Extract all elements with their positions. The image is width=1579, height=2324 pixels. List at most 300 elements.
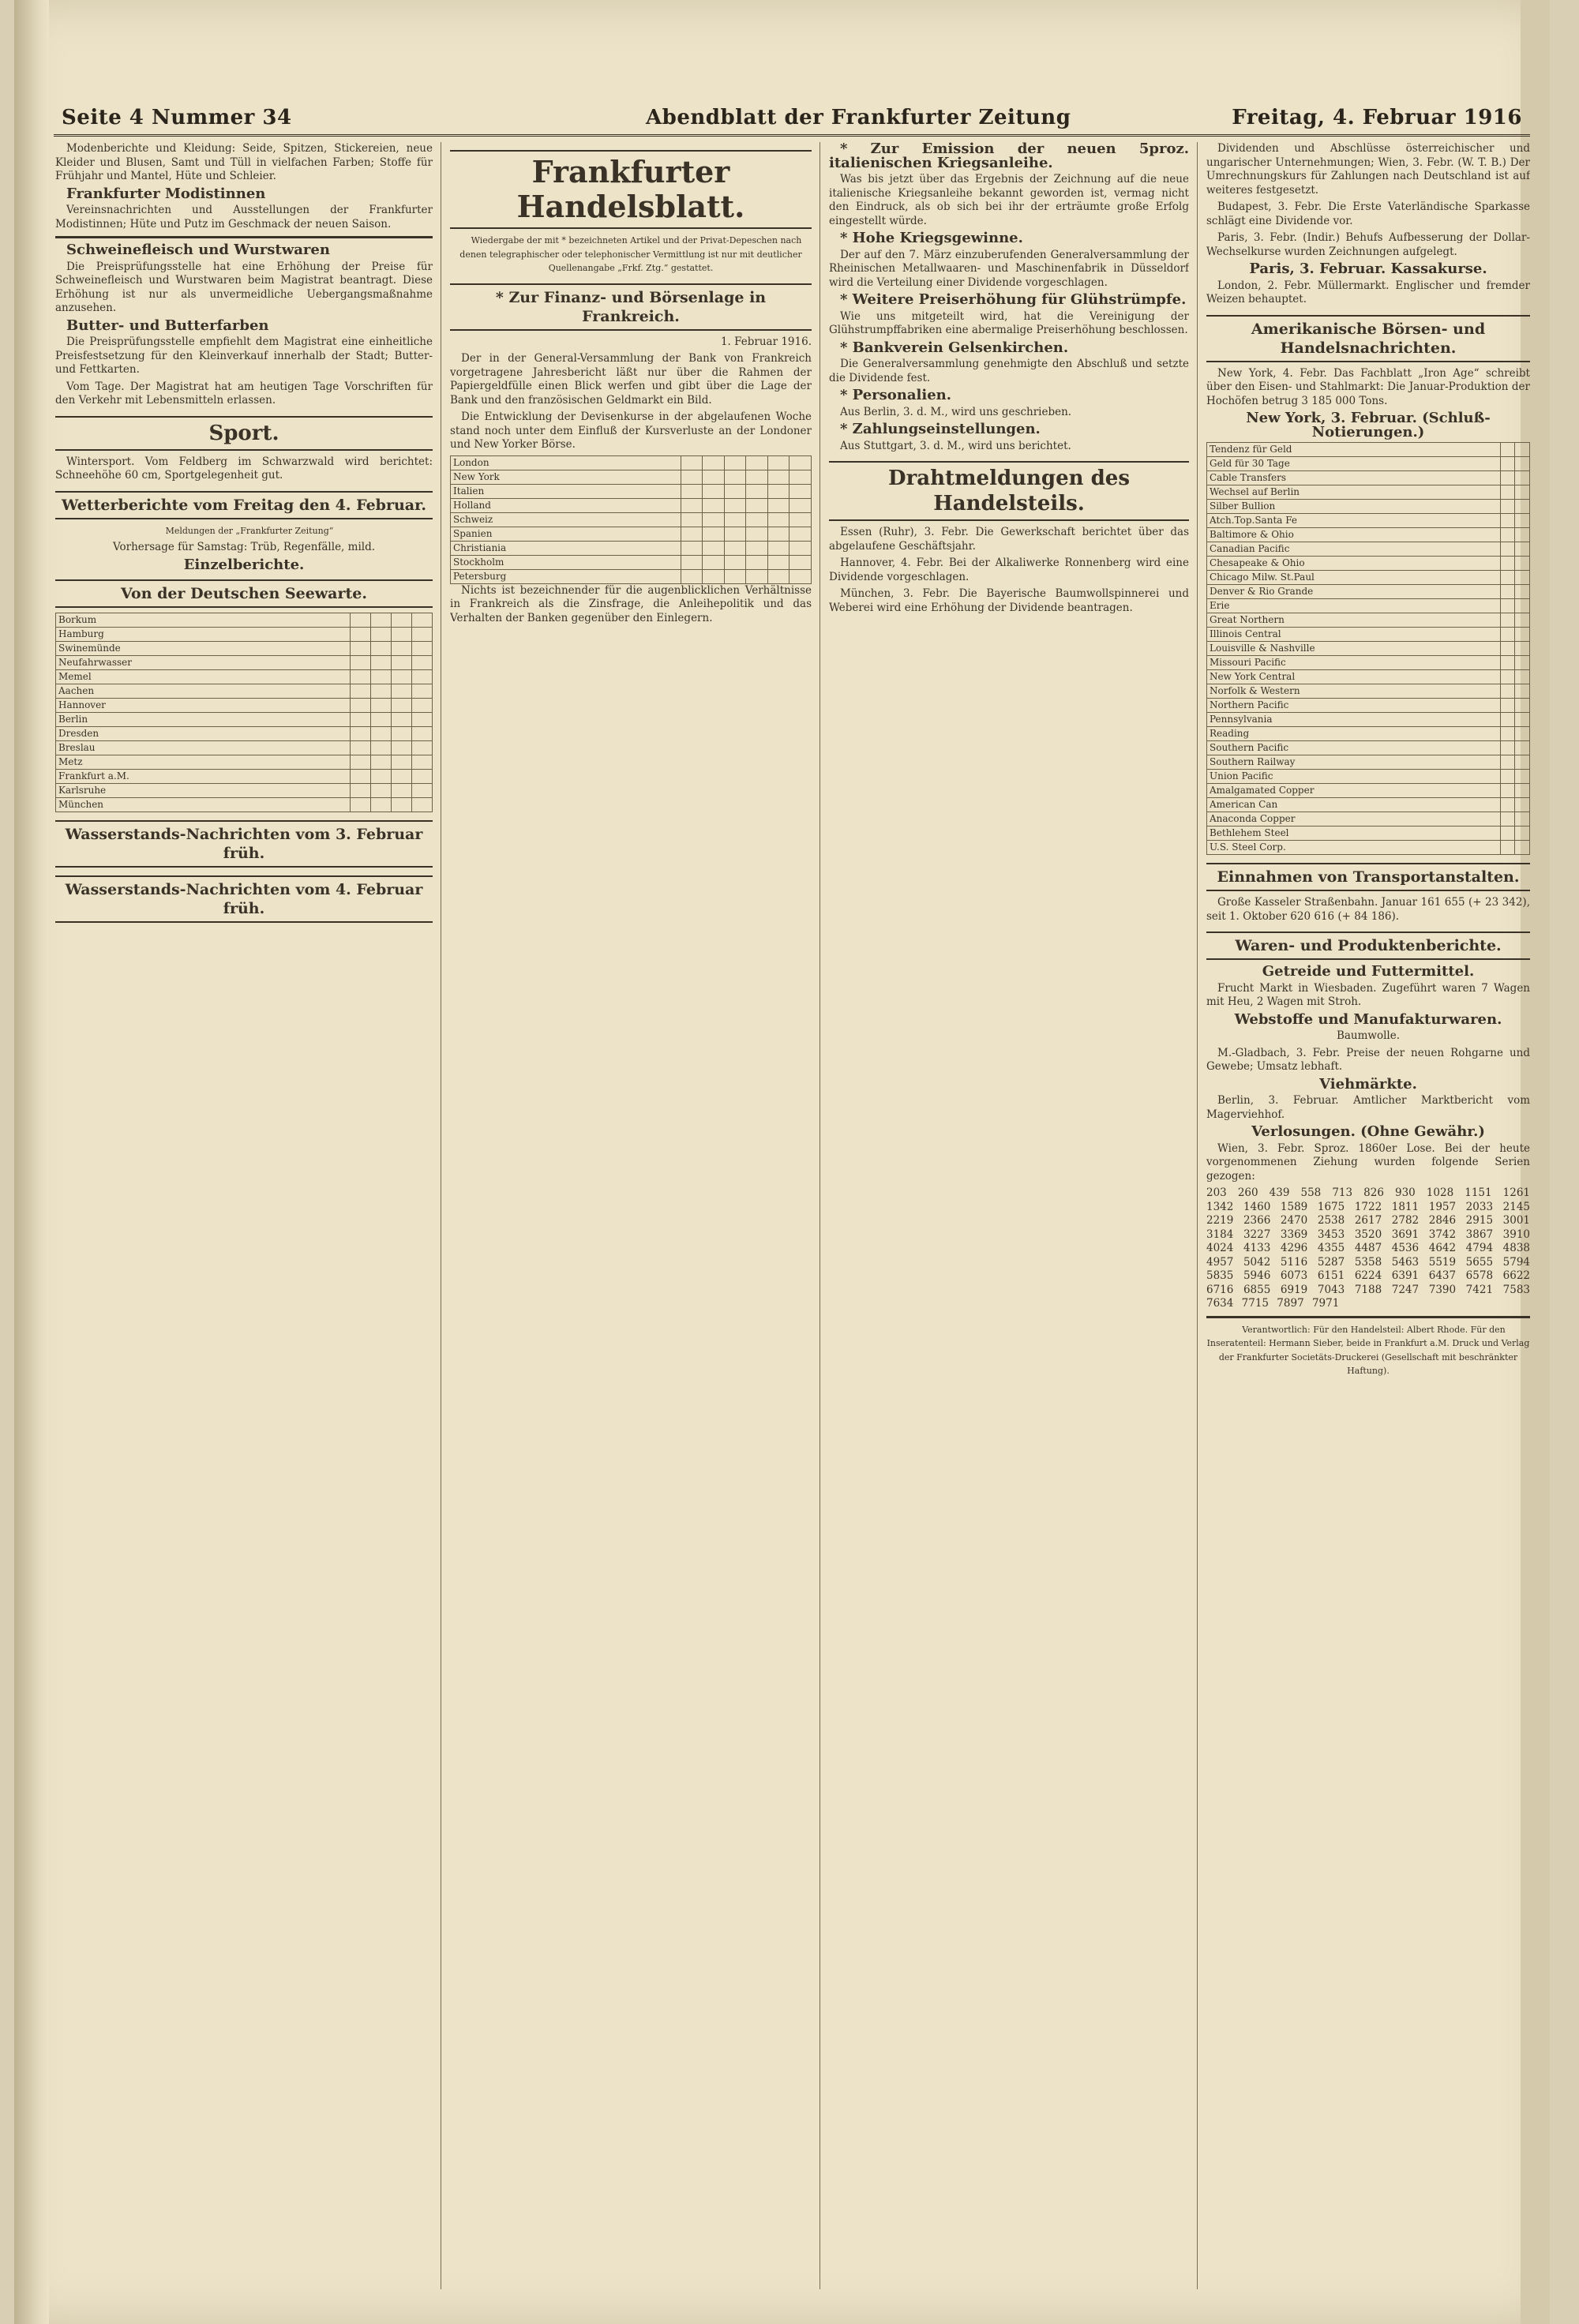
- row-cell: [703, 498, 725, 512]
- finanzlage-text-1: Der in der General-Versammlung der Bank von Frankreich vorgetragene Jahresbericht läßt nur über die Rahmen der Papiergeldfülle einen Blick werfen und gibt über die Lage der Bank und den französischen Geldmarkt ein Bild.: [450, 352, 812, 407]
- row-cell: [411, 628, 432, 642]
- row-cell: [1500, 585, 1515, 599]
- row-cell: [391, 741, 411, 755]
- row-cell: [1500, 699, 1515, 713]
- row-cell: [391, 798, 411, 812]
- finanzlage-heading: * Zur Finanz- und Börsenlage in Frankreich.: [450, 283, 812, 331]
- row-cell: [411, 699, 432, 713]
- newyork-row: [1207, 812, 1530, 827]
- row-label: Southern Railway: [1207, 755, 1501, 770]
- row-cell: [746, 484, 768, 498]
- row-cell: [790, 470, 812, 484]
- row-cell: [350, 684, 370, 699]
- newyork-row: [1207, 656, 1530, 670]
- row-label: Schweiz: [451, 512, 681, 527]
- butter-heading: Butter- und Butterfarben: [66, 317, 269, 334]
- newyork-row: [1207, 798, 1530, 812]
- row-cell: [724, 527, 746, 541]
- italien-anleihe-text: Was bis jetzt über das Ergebnis der Zeichnung auf die neue italienische Kriegsanleihe bekannt geworden ist, vermag nicht den Eindruck, als ob sich bei ihr der erträumte große Erfolg eingestellt würde.: [829, 173, 1189, 227]
- devisen-row: [451, 498, 812, 512]
- row-cell: [1500, 485, 1515, 500]
- row-label: Holland: [451, 498, 681, 512]
- devisen-row: [451, 484, 812, 498]
- devisen-row: [451, 555, 812, 569]
- row-cell: [703, 541, 725, 555]
- page-number: Seite 4 Nummer 34: [62, 106, 292, 129]
- webstoffe-text: M.-Gladbach, 3. Febr. Preise der neuen Rohgarne und Gewebe; Umsatz lebhaft.: [1206, 1046, 1530, 1073]
- row-cell: [724, 498, 746, 512]
- row-cell: [1515, 514, 1530, 528]
- row-cell: [350, 642, 370, 656]
- newyork-heading: New York, 3. Februar. (Schluß-Notierungen.): [1246, 410, 1491, 440]
- row-cell: [370, 613, 391, 628]
- row-cell: [1500, 770, 1515, 784]
- row-cell: [790, 498, 812, 512]
- drahtmeldung-essen: Essen (Ruhr), 3. Febr. Die Gewerkschaft berichtet über das abgelaufene Geschäftsjahr.: [829, 526, 1189, 553]
- italien-anleihe-heading: * Zur Emission der neuen 5proz. italienischen Kriegsanleihe.: [829, 142, 1189, 171]
- row-cell: [350, 784, 370, 798]
- row-label: Berlin: [56, 713, 351, 727]
- row-cell: [1500, 628, 1515, 642]
- row-cell: [411, 741, 432, 755]
- row-cell: [391, 727, 411, 741]
- row-cell: [767, 541, 790, 555]
- row-label: Wechsel auf Berlin: [1207, 485, 1501, 500]
- gluehstruempfe-heading: * Weitere Preiserhöhung für Glühstrümpfe.: [840, 291, 1187, 308]
- row-cell: [370, 684, 391, 699]
- row-label: Canadian Pacific: [1207, 542, 1501, 557]
- row-cell: [746, 498, 768, 512]
- row-cell: [350, 727, 370, 741]
- row-label: Borkum: [56, 613, 351, 628]
- row-cell: [350, 656, 370, 670]
- row-cell: [411, 684, 432, 699]
- london-text: London, 2. Febr. Müllermarkt. Englischer und fremder Weizen behauptet.: [1206, 279, 1530, 305]
- row-label: Neufahrwasser: [56, 656, 351, 670]
- row-cell: [370, 670, 391, 684]
- row-cell: [681, 527, 703, 541]
- row-cell: [411, 613, 432, 628]
- row-label: Northern Pacific: [1207, 699, 1501, 713]
- row-cell: [681, 555, 703, 569]
- bankverein-heading: * Bankverein Gelsenkirchen.: [840, 339, 1069, 356]
- row-label: Louisville & Nashville: [1207, 642, 1501, 656]
- kriegsgewinne-heading: * Hohe Kriegsgewinne.: [840, 230, 1023, 246]
- row-cell: [350, 670, 370, 684]
- row-cell: [411, 770, 432, 784]
- row-cell: [1500, 443, 1515, 457]
- row-label: Petersburg: [451, 569, 681, 583]
- divider: [1206, 1316, 1530, 1318]
- row-cell: [391, 755, 411, 770]
- row-cell: [790, 512, 812, 527]
- row-cell: [370, 656, 391, 670]
- masthead: [54, 101, 1530, 137]
- newyork-row: [1207, 585, 1530, 599]
- row-label: Metz: [56, 755, 351, 770]
- handelsblatt-note: Wiedergabe der mit * bezeichneten Artikel und der Privat-Depeschen nach denen telegraphischer oder telephonischer Vermittlung ist nur mit deutlicher Quellenangabe „Frkf. Ztg.“ gestattet.: [459, 235, 802, 273]
- row-label: Geld für 30 Tage: [1207, 457, 1501, 471]
- newyork-row: [1207, 827, 1530, 841]
- sport-heading: Sport.: [55, 416, 433, 451]
- row-label: Norfolk & Western: [1207, 684, 1501, 699]
- row-cell: [411, 642, 432, 656]
- row-cell: [1515, 812, 1530, 827]
- row-cell: [681, 470, 703, 484]
- row-cell: [350, 741, 370, 755]
- row-cell: [1515, 727, 1530, 741]
- seewarte-row: [56, 727, 433, 741]
- row-cell: [1500, 656, 1515, 670]
- row-cell: [1515, 471, 1530, 485]
- row-cell: [411, 755, 432, 770]
- row-cell: [1500, 713, 1515, 727]
- row-cell: [767, 569, 790, 583]
- row-cell: [391, 699, 411, 713]
- row-cell: [391, 784, 411, 798]
- seewarte-heading: Von der Deutschen Seewarte.: [55, 579, 433, 608]
- devisen-row: [451, 512, 812, 527]
- vieh-text: Berlin, 3. Februar. Amtlicher Marktbericht vom Magerviehhof.: [1206, 1094, 1530, 1121]
- seewarte-row: [56, 642, 433, 656]
- row-cell: [1515, 599, 1530, 613]
- dateline: 1. Februar 1916.: [720, 335, 812, 348]
- row-cell: [790, 555, 812, 569]
- newyork-row: [1207, 443, 1530, 457]
- row-cell: [1515, 770, 1530, 784]
- row-cell: [1515, 713, 1530, 727]
- row-cell: [703, 470, 725, 484]
- devisen-row: [451, 541, 812, 555]
- row-cell: [1500, 827, 1515, 841]
- butter-text: Die Preisprüfungsstelle empfiehlt dem Magistrat eine einheitliche Preisfestsetzung für den Kleinverkauf innerhalb der Stadt; Butter- und Fettkarten.: [55, 335, 433, 376]
- row-cell: [1500, 457, 1515, 471]
- row-cell: [391, 642, 411, 656]
- newyork-row: [1207, 471, 1530, 485]
- row-cell: [391, 670, 411, 684]
- webstoffe-heading: Webstoffe und Manufakturwaren.: [1234, 1010, 1502, 1028]
- row-label: Dresden: [56, 727, 351, 741]
- seewarte-row: [56, 713, 433, 727]
- newyork-row: [1207, 628, 1530, 642]
- row-cell: [1500, 500, 1515, 514]
- row-cell: [724, 569, 746, 583]
- verlosungen-lead: Wien, 3. Febr. Sproz. 1860er Lose. Bei der heute vorgenommenen Ziehung wurden folgende Serien gezogen:: [1206, 1141, 1530, 1183]
- row-label: Karlsruhe: [56, 784, 351, 798]
- row-cell: [350, 798, 370, 812]
- newyork-row: [1207, 642, 1530, 656]
- column-4: [1206, 142, 1530, 2289]
- kriegsgewinne-text: Der auf den 7. März einzuberufenden Generalversammlung der Rheinischen Metallwaaren- und Maschinenfabrik in Düsseldorf wird die Verteilung einer Dividende vorgeschlagen.: [829, 248, 1189, 289]
- finanzlage-text-3: Nichts ist bezeichnender für die augenblicklichen Verhältnisse in Frankreich als die Zinsfrage, die Anleihepolitik und das Verhalten der Banken gegenüber den Einlegern.: [450, 583, 812, 624]
- binding-spine: [14, 0, 49, 2324]
- row-cell: [746, 470, 768, 484]
- row-cell: [391, 656, 411, 670]
- seewarte-row: [56, 684, 433, 699]
- row-cell: [746, 512, 768, 527]
- row-cell: [370, 642, 391, 656]
- newyork-row: [1207, 684, 1530, 699]
- row-label: Memel: [56, 670, 351, 684]
- einnahmen-heading: Einnahmen von Transportanstalten.: [1206, 863, 1530, 891]
- row-label: Breslau: [56, 741, 351, 755]
- seewarte-row: [56, 770, 433, 784]
- row-cell: [681, 455, 703, 470]
- row-cell: [1500, 571, 1515, 585]
- row-cell: [746, 527, 768, 541]
- amerika-text: New York, 4. Febr. Das Fachblatt „Iron Age“ schreibt über den Eisen- und Stahlmarkt: Die Januar-Produktion der Hochöfen betrug 3 185 000 Tons.: [1206, 366, 1530, 407]
- row-cell: [1515, 784, 1530, 798]
- paris-text: Paris, 3. Febr. (Indir.) Behufs Aufbesserung der Dollar-Wechselkurse wurden Zeichnungen aufgelegt.: [1206, 231, 1530, 258]
- row-cell: [1515, 827, 1530, 841]
- column-rule: [1197, 142, 1198, 2289]
- weather-heading: Wetterberichte vom Freitag den 4. Februar.: [55, 491, 433, 519]
- row-cell: [790, 527, 812, 541]
- row-cell: [350, 613, 370, 628]
- newspaper-name: Abendblatt der Frankfurter Zeitung: [646, 106, 1071, 129]
- row-cell: [767, 484, 790, 498]
- row-label: Hamburg: [56, 628, 351, 642]
- wasserstand-heading-1: Wasserstands-Nachrichten vom 3. Februar früh.: [55, 820, 433, 868]
- row-cell: [703, 527, 725, 541]
- newspaper-page: [14, 0, 1550, 2324]
- einzelberichte-heading: Einzelberichte.: [183, 556, 305, 573]
- row-cell: [1500, 599, 1515, 613]
- row-label: Great Northern: [1207, 613, 1501, 628]
- row-cell: [681, 498, 703, 512]
- row-cell: [370, 699, 391, 713]
- row-cell: [767, 455, 790, 470]
- drahtmeldung-hannover: Hannover, 4. Febr. Bei der Alkaliwerke Ronnenberg wird eine Dividende vorgeschlagen.: [829, 557, 1189, 583]
- row-cell: [350, 699, 370, 713]
- weather-sub: Meldungen der „Frankfurter Zeitung“: [165, 525, 334, 536]
- row-cell: [391, 684, 411, 699]
- row-label: Stockholm: [451, 555, 681, 569]
- row-cell: [370, 770, 391, 784]
- getreide-heading: Getreide und Futtermittel.: [1262, 963, 1475, 980]
- devisen-row: [451, 527, 812, 541]
- devisen-table: [450, 455, 812, 584]
- drahtmeldung-muenchen: München, 3. Febr. Die Bayerische Baumwollspinnerei und Weberei wird eine Erhöhung der Dividende beantragen.: [829, 587, 1189, 614]
- newyork-row: [1207, 457, 1530, 471]
- row-label: Reading: [1207, 727, 1501, 741]
- row-label: Italien: [451, 484, 681, 498]
- devisen-row: [451, 455, 812, 470]
- row-label: Spanien: [451, 527, 681, 541]
- vieh-heading: Viehmärkte.: [1319, 1075, 1417, 1093]
- row-cell: [703, 569, 725, 583]
- row-label: Bethlehem Steel: [1207, 827, 1501, 841]
- row-label: New York: [451, 470, 681, 484]
- row-cell: [767, 512, 790, 527]
- finanzlage-text-2: Die Entwicklung der Devisenkurse in der abgelaufenen Woche stand noch unter dem Einfluß der Kursverluste an der Londoner und New Yorker Börse.: [450, 410, 812, 451]
- row-cell: [370, 741, 391, 755]
- row-label: Pennsylvania: [1207, 713, 1501, 727]
- column-2: [450, 142, 812, 2289]
- seewarte-row: [56, 741, 433, 755]
- row-cell: [1500, 727, 1515, 741]
- row-cell: [703, 455, 725, 470]
- row-cell: [746, 569, 768, 583]
- row-cell: [767, 470, 790, 484]
- newyork-row: [1207, 841, 1530, 855]
- row-label: München: [56, 798, 351, 812]
- row-cell: [411, 798, 432, 812]
- sport-text: Wintersport. Vom Feldberg im Schwarzwald wird berichtet: Schneehöhe 60 cm, Sportgelegenheit gut.: [55, 455, 433, 482]
- newyork-row: [1207, 741, 1530, 755]
- row-cell: [1515, 684, 1530, 699]
- row-cell: [370, 798, 391, 812]
- row-cell: [681, 541, 703, 555]
- row-cell: [790, 484, 812, 498]
- row-label: New York Central: [1207, 670, 1501, 684]
- impressum: Verantwortlich: Für den Handelsteil: Albert Rhode. Für den Inseratenteil: Hermann Sieber, beide in Frankfurt a.M. Druck und Verlag der Frankfurter Societäts-Druckerei (Gesellschaft mit beschränkter Haftung).: [1206, 1324, 1530, 1376]
- row-cell: [746, 541, 768, 555]
- row-label: Union Pacific: [1207, 770, 1501, 784]
- row-label: London: [451, 455, 681, 470]
- row-cell: [1515, 798, 1530, 812]
- seewarte-row: [56, 798, 433, 812]
- newyork-row: [1207, 528, 1530, 542]
- amerika-heading: Amerikanische Börsen- und Handelsnachrichten.: [1206, 315, 1530, 362]
- row-cell: [1500, 670, 1515, 684]
- row-label: Hannover: [56, 699, 351, 713]
- row-cell: [767, 555, 790, 569]
- row-cell: [703, 484, 725, 498]
- row-cell: [1500, 613, 1515, 628]
- modistinnen-heading: Frankfurter Modistinnen: [66, 185, 266, 202]
- row-cell: [391, 713, 411, 727]
- newyork-row: [1207, 542, 1530, 557]
- row-cell: [1500, 557, 1515, 571]
- row-cell: [1515, 656, 1530, 670]
- row-label: Swinemünde: [56, 642, 351, 656]
- row-cell: [790, 541, 812, 555]
- row-label: Baltimore & Ohio: [1207, 528, 1501, 542]
- newyork-row: [1207, 713, 1530, 727]
- row-label: Frankfurt a.M.: [56, 770, 351, 784]
- row-label: Southern Pacific: [1207, 741, 1501, 755]
- row-cell: [1500, 642, 1515, 656]
- newyork-row: [1207, 670, 1530, 684]
- row-cell: [790, 569, 812, 583]
- row-cell: [746, 455, 768, 470]
- row-label: Tendenz für Geld: [1207, 443, 1501, 457]
- row-cell: [370, 727, 391, 741]
- gluehstruempfe-text: Wie uns mitgeteilt wird, hat die Vereinigung der Glühstrumpffabriken eine abermalige Preiserhöhung beschlossen.: [829, 309, 1189, 336]
- row-cell: [1515, 542, 1530, 557]
- row-cell: [1515, 699, 1530, 713]
- seewarte-row: [56, 628, 433, 642]
- column-3: [829, 142, 1189, 2289]
- row-cell: [724, 484, 746, 498]
- row-cell: [1515, 841, 1530, 855]
- issue-date: Freitag, 4. Februar 1916: [1232, 106, 1522, 129]
- newyork-row: [1207, 557, 1530, 571]
- budapest-text: Budapest, 3. Febr. Die Erste Vaterländische Sparkasse schlägt eine Dividende vor.: [1206, 201, 1530, 227]
- row-cell: [1500, 542, 1515, 557]
- row-cell: [1500, 471, 1515, 485]
- row-label: Amalgamated Copper: [1207, 784, 1501, 798]
- row-cell: [1515, 500, 1530, 514]
- row-label: U.S. Steel Corp.: [1207, 841, 1501, 855]
- row-cell: [370, 713, 391, 727]
- row-label: American Can: [1207, 798, 1501, 812]
- row-cell: [681, 484, 703, 498]
- row-cell: [411, 670, 432, 684]
- row-cell: [703, 512, 725, 527]
- zahlungseinstellungen-heading: * Zahlungseinstellungen.: [840, 421, 1041, 437]
- einnahmen-text: Große Kasseler Straßenbahn. Januar 161 655 (+ 23 342), seit 1. Oktober 620 616 (+ 84 186).: [1206, 896, 1530, 923]
- newyork-row: [1207, 727, 1530, 741]
- handelsblatt-title: Frankfurter Handelsblatt.: [450, 150, 812, 229]
- newyork-row: [1207, 500, 1530, 514]
- row-cell: [1500, 684, 1515, 699]
- row-cell: [767, 527, 790, 541]
- row-cell: [1515, 585, 1530, 599]
- newyork-row: [1207, 599, 1530, 613]
- row-label: Illinois Central: [1207, 628, 1501, 642]
- seewarte-table: [55, 613, 433, 812]
- row-cell: [724, 541, 746, 555]
- devisen-row: [451, 470, 812, 484]
- newyork-row: [1207, 699, 1530, 713]
- row-cell: [1500, 755, 1515, 770]
- seewarte-row: [56, 755, 433, 770]
- row-cell: [1500, 784, 1515, 798]
- row-cell: [746, 555, 768, 569]
- row-cell: [1500, 741, 1515, 755]
- row-label: Missouri Pacific: [1207, 656, 1501, 670]
- row-label: Chesapeake & Ohio: [1207, 557, 1501, 571]
- row-cell: [1515, 557, 1530, 571]
- row-cell: [1500, 514, 1515, 528]
- schweinefleisch-text: Die Preisprüfungsstelle hat eine Erhöhung der Preise für Schweinefleisch und Wurstwaren beim Magistrat beantragt. Diese Erhöhung ist nur als unvermeidliche Uebergangsmaßnahme anzusehen.: [55, 260, 433, 314]
- personalien-heading: * Personalien.: [840, 387, 952, 403]
- schweinefleisch-heading: Schweinefleisch und Wurstwaren: [66, 242, 330, 258]
- zahlungseinstellungen-text: Aus Stuttgart, 3. d. M., wird uns berichtet.: [840, 439, 1071, 452]
- seewarte-row: [56, 656, 433, 670]
- row-cell: [391, 770, 411, 784]
- row-cell: [1515, 571, 1530, 585]
- row-cell: [1515, 485, 1530, 500]
- bankverein-text: Die Generalversammlung genehmigte den Abschluß und setzte die Dividende fest.: [829, 358, 1189, 384]
- row-cell: [1515, 628, 1530, 642]
- row-cell: [1515, 443, 1530, 457]
- row-cell: [1515, 642, 1530, 656]
- row-cell: [681, 569, 703, 583]
- baumwolle-label: Baumwolle.: [1336, 1029, 1401, 1042]
- newyork-row: [1207, 613, 1530, 628]
- row-cell: [1500, 798, 1515, 812]
- fashion-text: Modenberichte und Kleidung: Seide, Spitzen, Stickereien, neue Kleider und Blusen, Samt und Tüll in vielfachen Farben; Stoffe für Frühjahr und Mantel, Hüte und Schleier.: [55, 142, 433, 182]
- row-cell: [767, 498, 790, 512]
- row-cell: [350, 628, 370, 642]
- row-cell: [1515, 528, 1530, 542]
- row-label: Christiania: [451, 541, 681, 555]
- row-cell: [1515, 755, 1530, 770]
- row-cell: [1500, 841, 1515, 855]
- divider: [55, 236, 433, 238]
- vom-tage-text: Vom Tage. Der Magistrat hat am heutigen Tage Vorschriften für den Verkehr mit Lebensmitteln erlassen.: [55, 380, 433, 407]
- row-label: Anaconda Copper: [1207, 812, 1501, 827]
- row-cell: [370, 628, 391, 642]
- row-cell: [1515, 670, 1530, 684]
- row-cell: [703, 555, 725, 569]
- seewarte-row: [56, 784, 433, 798]
- newyork-row: [1207, 755, 1530, 770]
- row-cell: [391, 613, 411, 628]
